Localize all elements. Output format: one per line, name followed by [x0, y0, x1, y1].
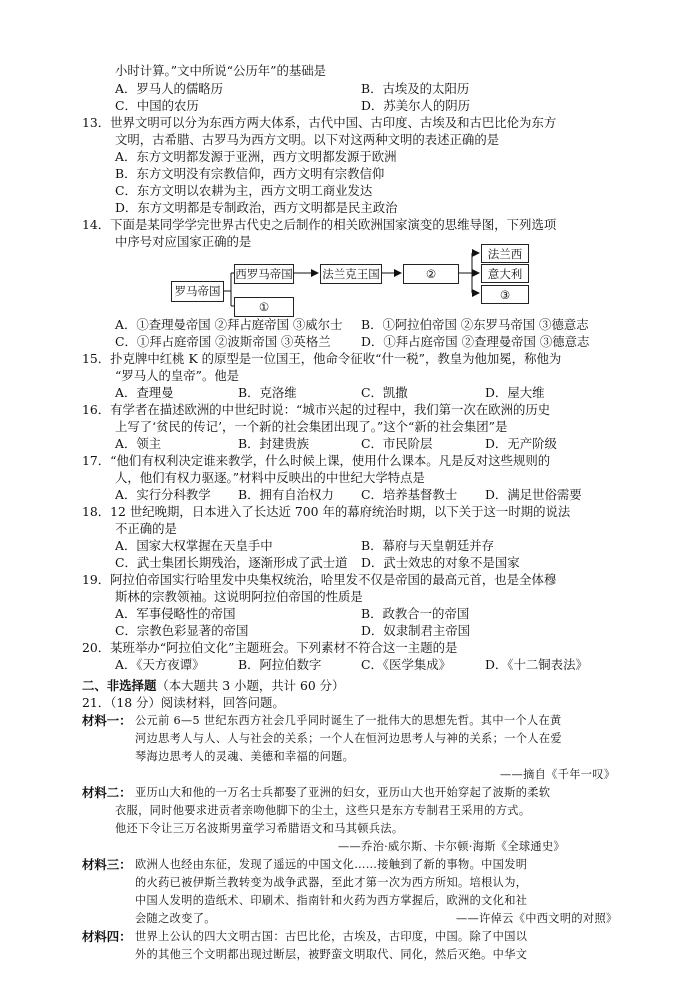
q12-option-b: B．古埃及的太阳历 — [361, 81, 470, 96]
q18-option-a: A．国家大权掌握在天皇手中 — [115, 538, 273, 553]
mind-map-node-rome: 罗马帝国 — [171, 281, 224, 302]
material-4-line-1: 世界上公认的四大文明古国：古巴比伦，古埃及，古印度，中国。除了中国以 — [135, 930, 528, 943]
q13-option-c: C．东方文明以农耕为主，西方文明工商业发达 — [115, 183, 373, 198]
q16-option-d: D．无产阶级 — [485, 436, 557, 451]
q16-option-c: C．市民阶层 — [361, 436, 433, 451]
mind-map-node-west-rome: 西罗马帝国 — [234, 264, 294, 284]
q18-option-d: D．武士效忠的对象不是国家 — [361, 555, 520, 570]
q13-option-b: B．东方文明没有宗教信仰，西方文明有宗教信仰 — [115, 166, 385, 181]
section-2-note: （本大题共 3 小题，共计 60 分） — [156, 678, 345, 693]
q17-stem-line-1: 17．“他们有权利决定谁来教学，什么时候上课，使用什么课本。凡是反对这些规则的 — [82, 453, 551, 468]
q12-stem-line: 小时计算。”文中所说“公历年”的基础是 — [115, 63, 327, 78]
q19-stem-line-1: 19．阿拉伯帝国实行哈里发中央集权统治，哈里发不仅是帝国的最高元首，也是全体穆 — [82, 572, 557, 587]
q20-option-b: B．阿拉伯数字 — [238, 657, 322, 672]
q20-option-d: D．《十二铜表法》 — [485, 657, 588, 672]
mind-map-node-blank-1: ① — [234, 297, 294, 317]
q15-option-d: D．屋大维 — [485, 385, 545, 400]
q19-option-d: D．奴隶制君主帝国 — [361, 623, 471, 638]
q15-option-b: B．克洛维 — [238, 385, 297, 400]
q20-stem-line: 20．某班举办“阿拉伯文化”主题班会。下列素材不符合这一主题的是 — [82, 640, 458, 655]
q16-option-b: B．封建贵族 — [238, 436, 310, 451]
material-2-label: 材料二： — [82, 785, 132, 800]
q12-option-d: D．苏美尔人的阴历 — [361, 98, 471, 113]
q12-option-a: A．罗马人的儒略历 — [115, 81, 224, 96]
material-4-label: 材料四： — [82, 929, 132, 944]
q13-option-a: A．东方文明都发源于亚洲，西方文明都发源于欧洲 — [115, 149, 397, 164]
q20-option-c: C．《医学集成》 — [361, 657, 452, 672]
mind-map-node-blank-3: ③ — [481, 285, 529, 304]
q16-stem-line-2: 上写了‘贫民的传记’，一个新的社会集团出现了。”这个“新的社会集团”是 — [115, 419, 508, 434]
q14-option-d: D．①拜占庭帝国 ②查理曼帝国 ③德意志 — [361, 334, 590, 349]
q12-option-c: C．中国的农历 — [115, 98, 199, 113]
material-1-source: ——摘自《千年一叹》 — [500, 768, 616, 781]
q18-option-b: B．幕府与天皇朝廷并存 — [361, 538, 495, 553]
material-1-line-3: 琴海边思考人的灵魂、美德和幸福的问题。 — [135, 750, 355, 763]
material-3-line-1: 欧洲人也经由东征，发现了遥远的中国文化……接触到了新的事物。中国发明 — [135, 858, 528, 871]
material-2-line-3: 他还下令让三万名波斯男童学习希腊语文和马其顿兵法。 — [115, 822, 404, 835]
q14-stem-line-1: 14．下面是某同学学完世界古代史之后制作的相关欧洲国家演变的思维导图，下列选项 — [82, 217, 557, 232]
mind-map-node-blank-2: ② — [403, 264, 459, 284]
q13-stem-line-2: 文明，古希腊、古罗马为西方文明。以下对这两种文明的表述正确的是 — [115, 132, 500, 147]
material-3-source: ——许倬云《中西文明的对照》 — [456, 912, 618, 925]
q18-stem-line-1: 18．12 世纪晚期，日本进入了长达近 700 年的幕府统治时期，以下关于这一时期的说法 — [82, 504, 571, 519]
q17-option-c: C．培养基督教士 — [361, 487, 458, 502]
mind-map-node-italy: 意大利 — [481, 264, 529, 283]
q17-option-d: D．满足世俗需要 — [485, 487, 582, 502]
section-2-heading — [82, 677, 344, 694]
q18-option-c: C．武士集团长期残治，逐渐形成了武士道 — [115, 555, 348, 570]
q19-option-a: A．军事侵略性的帝国 — [115, 606, 236, 621]
material-1-label: 材料一： — [82, 713, 132, 728]
q15-stem-line-2: “罗马人的皇帝”。他是 — [115, 368, 240, 383]
q19-option-c: C．宗教色彩显著的帝国 — [115, 623, 249, 638]
q13-option-d: D．东方文明都是专制政治，西方文明都是民主政治 — [115, 200, 398, 215]
q14-option-c: C．①拜占庭帝国 ②波斯帝国 ③英格兰 — [115, 334, 331, 349]
mind-map-node-frank: 法兰克王国 — [320, 264, 382, 284]
q16-option-a: A．领主 — [115, 436, 162, 451]
section-2-title: 二、非选择题 — [82, 678, 157, 693]
material-3-label: 材料三： — [82, 857, 132, 872]
material-2-line-1: 亚历山大和他的一万名士兵都娶了亚洲的妇女，亚历山大也开始穿起了波斯的柔软 — [135, 786, 551, 799]
q17-option-b: B．拥有自治权力 — [238, 487, 334, 502]
q14-stem-line-2: 中序号对应国家正确的是 — [115, 234, 252, 249]
q17-option-a: A．实行分科教学 — [115, 487, 211, 502]
q18-stem-line-2: 不正确的是 — [115, 521, 177, 536]
q15-stem-line-1: 15．扑克牌中红桃 K 的原型是一位国王，他命令征收“什一税”，教皇为他加冕，称他为 — [82, 351, 562, 366]
q15-option-a: A．查理曼 — [115, 385, 174, 400]
material-2-source: ——乔治·威尔斯、卡尔顿·海斯《全球通史》 — [338, 840, 566, 853]
q13-stem-line-1: 13．世界文明可以分为东西方两大体系，古代中国、古印度、古埃及和古巴比伦为东方 — [82, 115, 557, 130]
material-1-line-1: 公元前 6—5 世纪东西方社会几乎同时诞生了一批伟大的思想先哲。其中一个人在黄 — [135, 714, 562, 727]
mind-map-node-france: 法兰西 — [481, 244, 529, 263]
material-4-line-2: 外的其他三个文明都出现过断层，被野蛮文明取代、同化，然后灭绝。中华文 — [135, 948, 528, 961]
material-3-line-3: 中国人发明的造纸术、印刷术、指南针和火药为西方掌握后，欧洲的文化和社 — [135, 894, 528, 907]
material-1-line-2: 河边思考人与人、人与社会的关系；一个人在恒河边思考人与神的关系；一个人在爱 — [135, 732, 562, 745]
q17-stem-line-2: 人，他们有权力驱逐。”材料中反映出的中世纪大学特点是 — [115, 470, 425, 485]
q15-option-c: C．凯撒 — [361, 385, 408, 400]
q14-option-b: B．①阿拉伯帝国 ②东罗马帝国 ③德意志 — [361, 317, 589, 332]
material-3-line-4: 会随之改变了。 — [135, 912, 216, 925]
q16-stem-line-1: 16．有学者在描述欧洲的中世纪时说：“城市兴起的过程中，我们第一次在欧洲的历史 — [82, 402, 551, 417]
q20-option-a: A．《天方夜谭》 — [115, 657, 205, 672]
q19-stem-line-2: 斯林的宗教领袖。这说明阿拉伯帝国的性质是 — [115, 589, 363, 604]
q14-option-a: A．①查理曼帝国 ②拜占庭帝国 ③威尔士 — [115, 317, 343, 332]
material-3-line-2: 的火药已被伊斯兰教转变为战争武器，至此才第一次为西方所知。培根认为， — [135, 876, 528, 889]
q19-option-b: B．政教合一的帝国 — [361, 606, 470, 621]
q21-stem: 21．（18 分）阅读材料，回答问题。 — [82, 695, 285, 710]
material-2-line-2: 衣服，同时他要求进贡者亲吻他脚下的尘土，这些只是东方专制君王采用的方式。 — [115, 804, 531, 817]
